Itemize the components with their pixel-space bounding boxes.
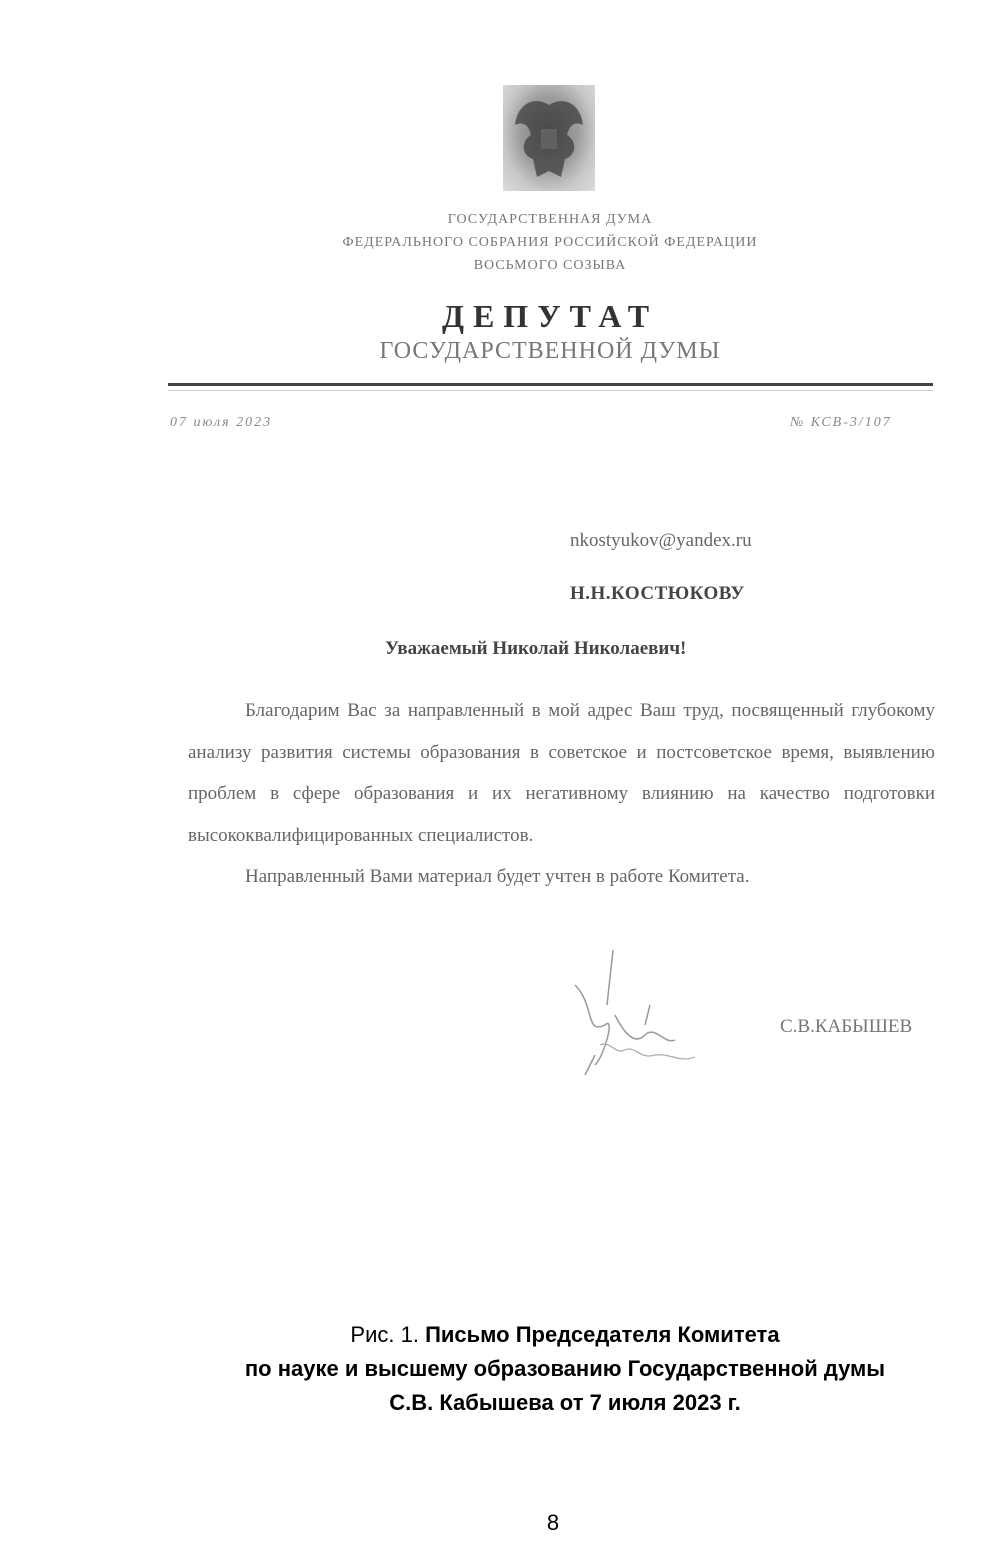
- letterhead-divider: [168, 383, 933, 386]
- figure-caption: [150, 1318, 980, 1420]
- handwritten-signature: [555, 945, 705, 1125]
- body-paragraph: Благодарим Вас за направленный в мой адрес Ваш труд, посвященный глубокому анализу развития системы образования в советское и постсоветское время, выявлению проблем в сфере образования и их негативному влиянию на качество подготовки высококвалифицированных специалистов.: [188, 700, 935, 846]
- page-number: 8: [546, 1510, 560, 1535]
- caption-prefix: Рис. 1.: [350, 1322, 426, 1347]
- caption-line-1: Письмо Председателя Комитета: [425, 1322, 780, 1347]
- state-emblem: [503, 85, 595, 191]
- caption-line-2: по науке и высшему образованию Государственной думы: [244, 1356, 886, 1381]
- letterhead-line-3: ВОСЬМОГО СОЗЫВА: [473, 258, 627, 273]
- signatory-name: С.В.КАБЫШЕВ: [780, 1016, 913, 1037]
- caption-line-3: С.В. Кабышева от 7 июля 2023 г.: [389, 1390, 741, 1415]
- letterhead-line-2: ФЕДЕРАЛЬНОГО СОБРАНИЯ РОССИЙСКОЙ ФЕДЕРАЦИИ: [342, 235, 758, 250]
- letterhead-subtitle: ГОСУДАРСТВЕННОЙ ДУМЫ: [379, 338, 721, 364]
- letter-body: [188, 690, 935, 898]
- letterhead-line-1: ГОСУДАРСТВЕННАЯ ДУМА: [447, 212, 653, 227]
- letter-date: 07 июля 2023: [170, 415, 273, 430]
- double-headed-eagle-icon: [503, 85, 595, 191]
- letterhead-title: ДЕПУТАТ: [441, 298, 659, 334]
- recipient-name: Н.Н.КОСТЮКОВУ: [570, 583, 745, 604]
- recipient-email: nkostyukov@yandex.ru: [570, 530, 752, 551]
- letter-number: № КСВ-3/107: [790, 415, 892, 430]
- greeting: Уважаемый Николай Николаевич!: [385, 638, 687, 659]
- letterhead-divider-thin: [168, 390, 933, 391]
- body-paragraph: Направленный Вами материал будет учтен в работе Комитета.: [245, 866, 750, 887]
